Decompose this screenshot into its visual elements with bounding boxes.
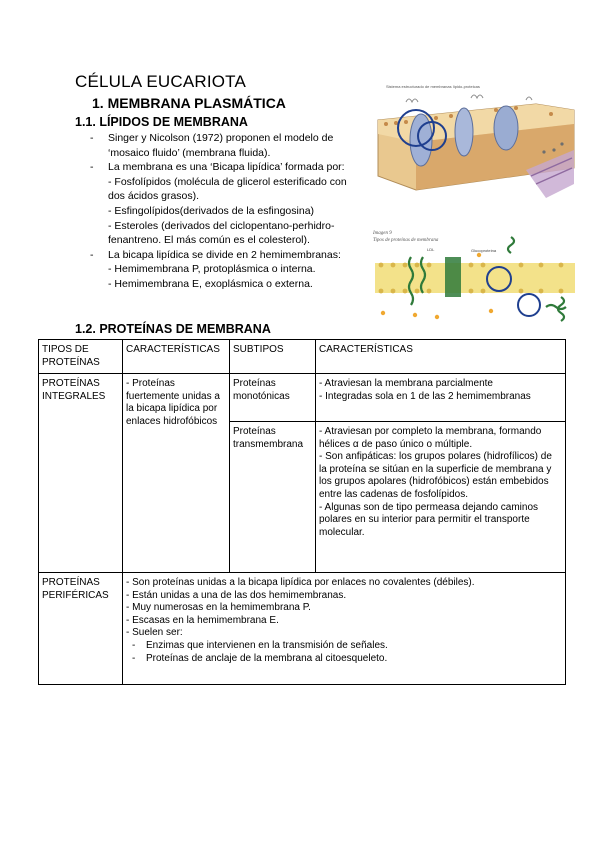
cell-integral-characteristics: - Proteínas fuertemente unidas a la bicapa lipídica por enlaces hidrofóbicos: [123, 374, 230, 573]
characteristic-line: - Suelen ser:: [126, 627, 183, 639]
characteristic-line: - Muy numerosas en la hemimembrana P.: [126, 602, 311, 614]
figure-label: Glucoproteína: [471, 248, 497, 253]
list-item-text: La bicapa lipídica se divide en 2 hemimembranas:: [108, 248, 341, 261]
list-dash: -: [90, 161, 94, 174]
characteristic-line: - Integradas sola en 1 de las 2 hemimembranas: [319, 390, 531, 402]
list-item: [90, 248, 365, 292]
figure-caption: Tipos de proteínas de membrana: [373, 238, 439, 243]
list-item: [90, 131, 365, 160]
cell-monotopic-name: Proteínas monotónicas: [230, 374, 316, 422]
list-subitem: - Hemimembrana E, exoplásmica o externa.: [108, 277, 313, 290]
characteristic-line: - Son proteínas unidas a la bicapa lipídica por enlaces no covalentes (débiles).: [126, 577, 475, 588]
characteristic-subline-text: Enzimas que intervienen en la transmisión de señales.: [146, 639, 388, 651]
table-row: [39, 374, 566, 422]
list-dash: -: [132, 639, 136, 651]
header-type: TIPOS DE PROTEÍNAS: [39, 340, 123, 374]
section-heading-membrane: 1. MEMBRANA PLASMÁTICA: [92, 95, 286, 111]
cell-integral-type: PROTEÍNAS INTEGRALES: [39, 374, 123, 573]
list-subitem: - Hemimembrana P, protoplásmica o interna.: [108, 263, 316, 276]
cell-peripheral-type: PROTEÍNAS PERIFÉRICAS: [39, 573, 123, 685]
cell-transmembrane-characteristics: [316, 422, 566, 573]
membrane-diagram-figure: [376, 80, 576, 208]
figure-caption: Sistema estructurado de membranas lípido-proteicas: [386, 84, 480, 89]
characteristic-subline: [126, 640, 562, 653]
figure-label: LDL: [427, 247, 435, 252]
list-dash: -: [90, 248, 94, 261]
characteristic-line: - Escasas en la hemimembrana E.: [126, 614, 279, 626]
list-dash: -: [90, 132, 94, 144]
table-header-row: [39, 340, 566, 374]
subsection-heading-proteins: 1.2. PROTEÍNAS DE MEMBRANA: [75, 322, 271, 336]
header-characteristics-2: CARACTERÍSTICAS: [316, 340, 566, 374]
header-characteristics: CARACTERÍSTICAS: [123, 340, 230, 374]
characteristic-subline-text: Proteínas de anclaje de la membrana al citoesqueleto.: [146, 652, 388, 664]
characteristic-subline: [126, 653, 562, 666]
list-dash: -: [132, 652, 136, 664]
table-row: [39, 573, 566, 685]
list-item: [90, 160, 365, 248]
characteristic-line: - Algunas son de tipo permeasa dejando caminos polares en su interior para permitir el transporte molecular.: [319, 501, 539, 538]
figure-title: Imagen 9: [373, 231, 392, 236]
cell-transmembrane-name: Proteínas transmembrana: [230, 422, 316, 573]
header-subtypes: SUBTIPOS: [230, 340, 316, 374]
protein-types-figure: [371, 227, 578, 325]
subsection-heading-lipids: 1.1. LÍPIDOS DE MEMBRANA: [75, 115, 248, 129]
characteristic-line: - Atraviesan por completo la membrana, formando hélices α de paso único o múltiple.: [319, 426, 542, 450]
list-item-text: La membrana es una ‘Bicapa lipídica’ formada por:: [108, 161, 345, 174]
membrane-proteins-table: [38, 339, 566, 685]
characteristic-line: - Están unidas a una de las dos hemimembranas.: [126, 589, 347, 601]
cell-peripheral-characteristics: [123, 573, 566, 685]
list-subitem: - Esteroles (derivados del ciclopentano-perhidro-fenantreno. El más común es el colesterol).: [108, 219, 335, 247]
cell-monotopic-characteristics: [316, 374, 566, 422]
lipids-list: [90, 131, 365, 292]
list-item-text: Singer y Nicolson (1972) proponen el modelo de ‘mosaico fluido’ (membrana fluida).: [108, 132, 334, 159]
characteristic-line: - Son anfipáticas: los grupos polares (hidrofílicos) de la proteína se sitúan en la superficie de membrana y los grupos apolares (hidrofóbicos) están embebidos entre las cadenas de fosfolípidos.: [319, 451, 552, 500]
list-subitem: - Fosfolípidos (molécula de glicerol esterificado con dos ácidos grasos).: [108, 175, 347, 203]
list-subitem: - Esfingolípidos(derivados de la esfingosina): [108, 204, 315, 217]
document-title: CÉLULA EUCARIOTA: [75, 72, 247, 91]
characteristic-line: - Atraviesan la membrana parcialmente: [319, 378, 493, 389]
